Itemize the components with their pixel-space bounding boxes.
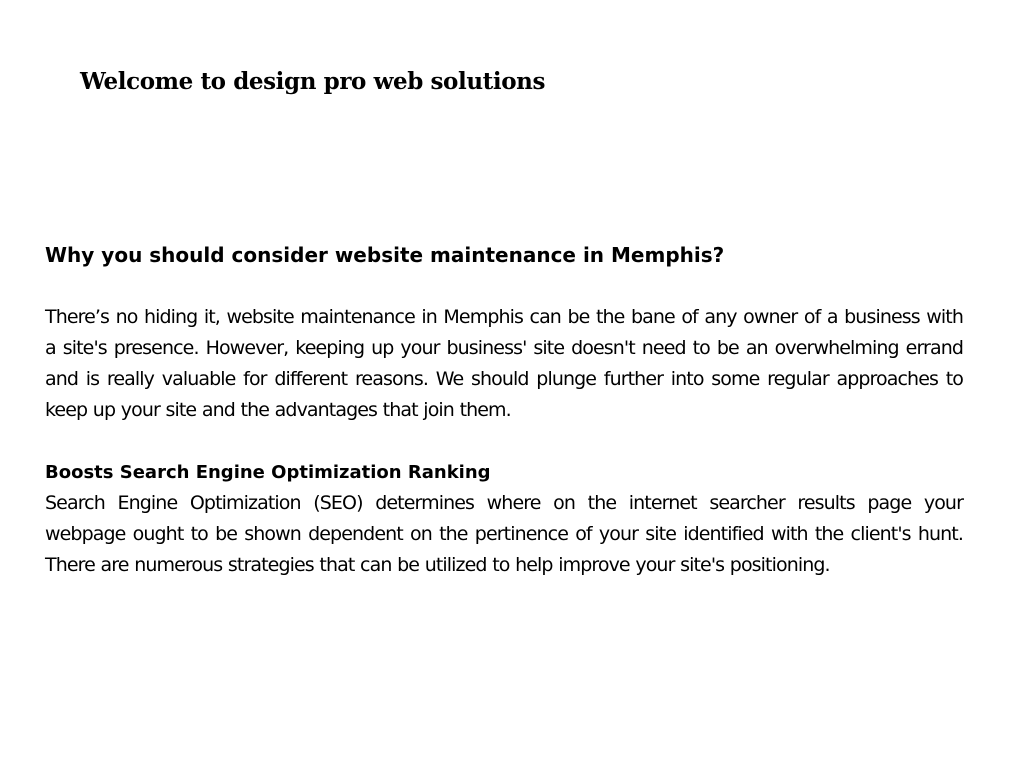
spacer: [45, 271, 963, 302]
intro-paragraph: There’s no hiding it, website maintenance in Memphis can be the bane of any owner of a business with a site's presence. However, keeping up your business' site doesn't need to be an overwhelming errand and is really valuable for different reasons. We should plunge further into some regular approaches to keep up your site and the advantages that join them.: [45, 306, 963, 421]
content-area: [45, 240, 963, 581]
subsection-heading: Boosts Search Engine Optimization Ranking: [45, 462, 491, 483]
page-title: Welcome to design pro web solutions: [80, 68, 546, 95]
seo-paragraph: Search Engine Optimization (SEO) determines where on the internet searcher results page your webpage ought to be shown dependent on the pertinence of your site identified with the client's hunt. There are numerous strategies that can be utilized to help improve your site's positioning.: [45, 492, 963, 576]
section-heading: Why you should consider website maintenance in Memphis?: [45, 243, 725, 267]
spacer: [45, 426, 963, 457]
